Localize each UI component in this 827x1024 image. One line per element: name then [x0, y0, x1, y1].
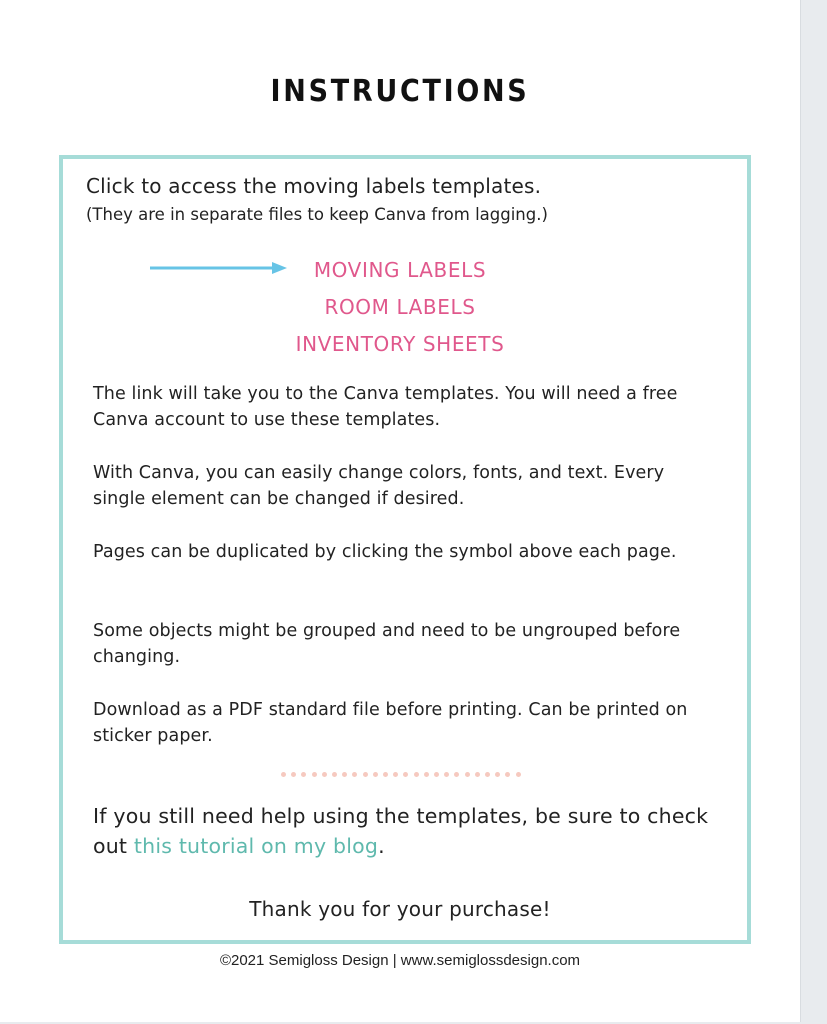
dotted-divider: [281, 772, 521, 778]
moving-labels-link[interactable]: MOVING LABELS: [313, 258, 487, 282]
inventory-sheets-link[interactable]: INVENTORY SHEETS: [295, 332, 505, 356]
footer-copyright: ©2021 Semigloss Design | www.semiglossdesign.com: [219, 952, 581, 969]
help-text-suffix: .: [378, 834, 385, 858]
intro-note: (They are in separate files to keep Canva from lagging.): [86, 205, 548, 224]
paragraph-duplicate-pages: Pages can be duplicated by clicking the symbol above each page.: [93, 542, 677, 562]
paragraph-grouped-objects: Some objects might be grouped and need to be ungrouped before changing.: [93, 621, 681, 667]
room-labels-link[interactable]: ROOM LABELS: [324, 295, 476, 319]
blog-tutorial-link[interactable]: this tutorial on my blog: [133, 834, 379, 858]
help-text-prefix: If you still need help using the templates, be sure to check out: [93, 804, 709, 858]
paragraph-edit-elements: With Canva, you can easily change colors, fonts, and text. Every single element can be changed if desired.: [93, 463, 665, 509]
page-title: INSTRUCTIONS: [270, 74, 530, 109]
paragraph-download-pdf: Download as a PDF standard file before printing. Can be printed on sticker paper.: [93, 700, 688, 746]
thank-you-text: Thank you for your purchase!: [249, 897, 551, 921]
paragraph-canva-account: The link will take you to the Canva templates. You will need a free Canva account to use these templates.: [93, 384, 678, 430]
help-text: [93, 801, 713, 861]
intro-text: Click to access the moving labels templates.: [86, 174, 542, 198]
